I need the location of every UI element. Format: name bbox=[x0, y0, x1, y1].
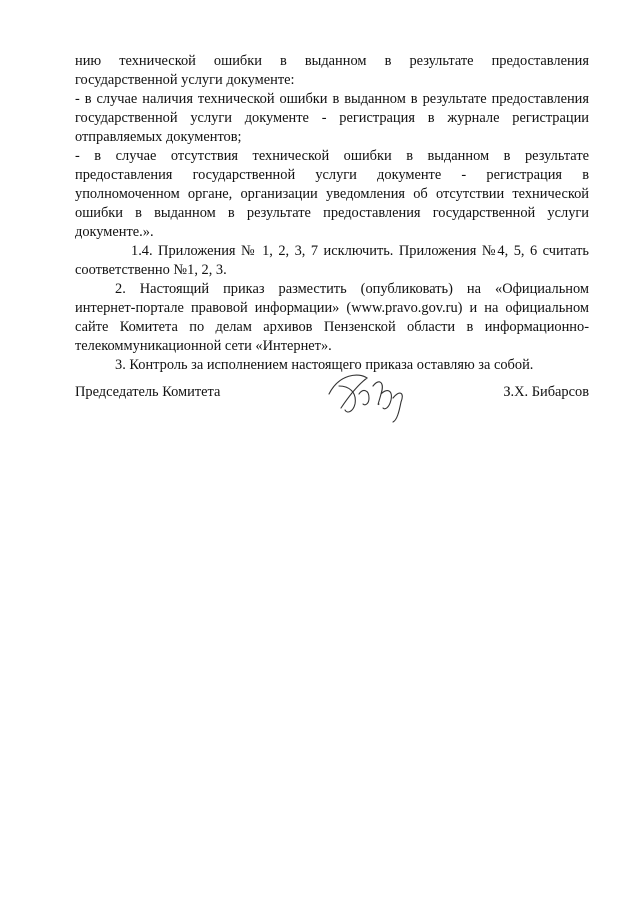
paragraph-1-4: 1.4. Приложения № 1, 2, 3, 7 исключить. Приложения №4, 5, 6 считать соответственно №1, 2, 3. bbox=[75, 243, 589, 278]
signatory-name: З.Х. Бибарсов bbox=[503, 384, 589, 400]
paragraph-continuation: нию технической ошибки в выданном в результате предоставления государственной услуги документе: bbox=[75, 53, 589, 88]
paragraph-error-absent: - в случае отсутствия технической ошибки в выданном в результате предоставления государственной услуги документе - регистрация в уполномоченном органе, организации уведомления об отсутствии технической ошибки в выданном в результате предоставления государственной услуги документе.». bbox=[75, 148, 589, 240]
document-body bbox=[75, 52, 589, 375]
handwritten-signature bbox=[319, 364, 419, 424]
paragraph-2: 2. Настоящий приказ разместить (опубликовать) на «Официальном интернет-портале правовой информации» (www.pravo.gov.ru) и на официальном сайте Комитета по делам архивов Пензенской области в информационно-телекоммуникационной сети «Интернет». bbox=[75, 281, 589, 354]
paragraph-3: 3. Контроль за исполнением настоящего приказа оставляю за собой. bbox=[115, 357, 534, 373]
signatory-title: Председатель Комитета bbox=[75, 384, 221, 400]
paragraph-error-present: - в случае наличия технической ошибки в выданном в результате предоставления государственной услуги документе - регистрация в журнале регистрации отправляемых документов; bbox=[75, 91, 589, 145]
signature-block bbox=[75, 364, 589, 424]
